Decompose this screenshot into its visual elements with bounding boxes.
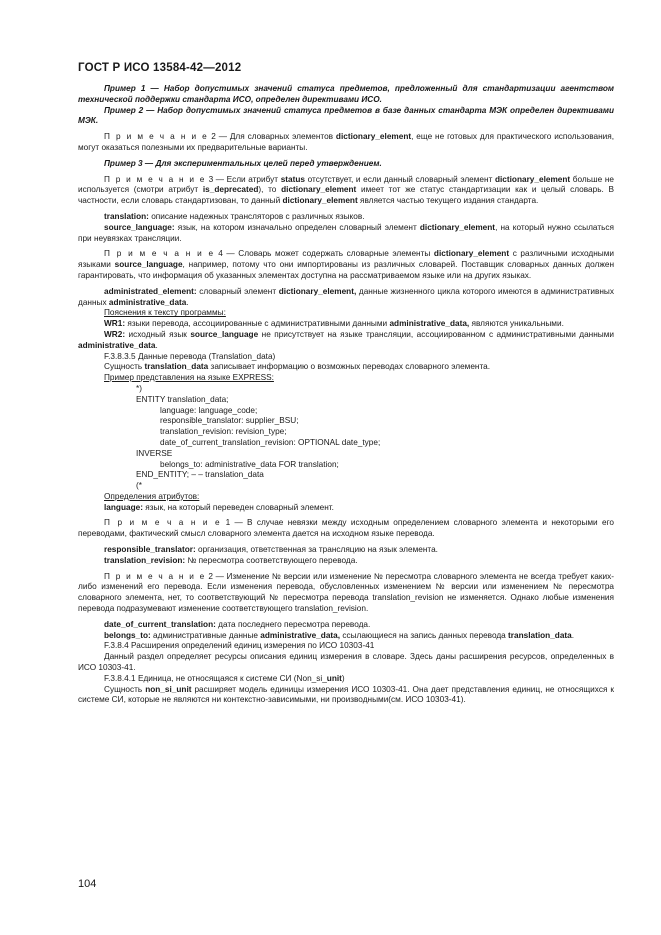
express-code-block xyxy=(78,384,614,492)
administrated-element-def: administrated_element: словарный элемент dictionary_element, данные жизненного цикла которого имеются в административных данных administrative_data. xyxy=(78,286,614,307)
date-of-current-translation-def: date_of_current_translation: дата последнего пересмотра перевода. xyxy=(104,619,371,629)
translation-data-essence: Сущность translation_data записывает информацию о возможных переводах словарного элемента. xyxy=(104,362,491,372)
example-2: Пример 2 — Набор допустимых значений статуса предметов в базе данных стандарта МЭК определен директивами МЭК. xyxy=(78,105,614,126)
explanations-heading: Пояснения к тексту программы: xyxy=(104,308,226,318)
wr2-def: WR2: исходный язык source_language не присутствует на языке трансляции, ассоциированном с административными данными administrative_data. xyxy=(78,329,615,350)
note-4: П р и м е ч а н и е 4 — Словарь может содержать словарные элементы dictionary_element с различными исходными языками source_language, например, потому что они импортированы из различных словарей. Поставщик словарных данных должен гарантировать, что информация об указанных элементах доступна на рассматриваемом языке или на других языках. xyxy=(78,249,614,280)
wr1-def: WR1: языки перевода, ассоциированные с административными данными administrative_data, являются уникальными. xyxy=(104,319,564,329)
translation-def: translation: описание надежных трансляторов с различных языков. xyxy=(104,211,365,221)
code-line: belongs_to: administrative_data FOR translation; xyxy=(160,459,339,469)
language-def: language: язык, на который переведен словарный элемент. xyxy=(104,502,334,512)
translation-revision-def: translation_revision: № пересмотра соответствующего перевода. xyxy=(104,555,358,565)
code-line: *) xyxy=(136,383,142,393)
code-line: INVERSE xyxy=(136,448,173,458)
page-header: ГОСТ Р ИСО 13584-42—2012 xyxy=(78,62,242,74)
example-3: Пример 3 — Для экспериментальных целей перед утверждением. xyxy=(104,158,382,168)
page-number: 104 xyxy=(78,878,97,890)
code-line: translation_revision: revision_type; xyxy=(160,427,287,437)
section-f-3-8-3-5: F.3.8.3.5 Данные перевода (Translation_data) xyxy=(104,351,276,361)
non-si-unit-essence: Сущность non_si_unit расширяет модель единицы измерения ИСО 10303-41. Она дает представления единиц, не относящихся к системе СИ, которые не являются ни контекстно-зависимыми, ни производными(см. ИСО 10303-41). xyxy=(78,684,614,705)
section-f-3-8-4-1: F.3.8.4.1 Единица, не относящаяся к системе СИ (Non_si_unit) xyxy=(104,673,345,683)
attributes-heading: Определения атрибутов: xyxy=(104,491,200,501)
section-f-3-8-4-text: Данный раздел определяет ресурсы описания единиц измерения в словаре. Здесь даны расширения ресурсов, определенных в ИСО 10303-41. xyxy=(78,652,614,673)
note-1b: П р и м е ч а н и е 1 — В случае невязки между исходным определением словарного элемента и некоторыми его переводами, фактический смысл словарного элемента дается на исходном языке перевода. xyxy=(78,518,614,539)
example-1: Пример 1 — Набор допустимых значений статуса предметов, предложенный для стандартизации агентством технической поддержки стандарта ИСО, определен директивами ИСО. xyxy=(78,84,614,104)
code-line: (* xyxy=(136,481,142,491)
belongs-to-def: belongs_to: административные данные administrative_data, ссылающиеся на запись данных перевода translation_data. xyxy=(104,630,575,640)
page-body xyxy=(78,84,614,706)
source-language-def: source_language: язык, на котором изначально определен словарный элемент dictionary_element, на который нужно ссылаться при неувязках трансляции. xyxy=(78,222,614,243)
code-line: language: language_code; xyxy=(160,405,258,415)
note-2: П р и м е ч а н и е 2 — Для словарных элементов dictionary_element, еще не готовых для практического использования, могут оказаться полезными их предварительные варианты. xyxy=(78,132,614,152)
code-line: ENTITY translation_data; xyxy=(136,394,229,404)
note-2b: П р и м е ч а н и е 2 — Изменение № версии или изменение № пересмотра словарного элемента не всегда требует каких-либо изменений его перевода. Если изменения перевода, обусловленных изменением № версии или изменением № пересмотра словарного элемента, нет, то соответствующий № пересмотра перевода translation_revision не изменяется. Однако любые изменения перевода подразумевают изменение соответствующего translation_revision. xyxy=(78,571,614,614)
note-3: П р и м е ч а н и е 3 — Если атрибут status отсутствует, и если данный словарный элемент dictionary_element больше не используется (смотри атрибут is_deprecated), то dictionary_element имеет тот же статус стандартизации как и целый словарь. В частности, если словарь стандартизован, то данный dictionary_element является частью текущего издания стандарта. xyxy=(78,174,615,206)
express-heading: Пример представления на языке EXPRESS: xyxy=(104,373,274,383)
code-line: responsible_translator: supplier_BSU; xyxy=(160,416,299,426)
section-f-3-8-4: F.3.8.4 Расширения определений единиц измерения по ИСО 10303-41 xyxy=(104,641,375,651)
code-line: date_of_current_translation_revision: OPTIONAL date_type; xyxy=(160,437,381,447)
code-line: END_ENTITY; – – translation_data xyxy=(136,470,264,480)
responsible-translator-def: responsible_translator: организация, ответственная за трансляцию на язык элемента. xyxy=(104,545,438,555)
